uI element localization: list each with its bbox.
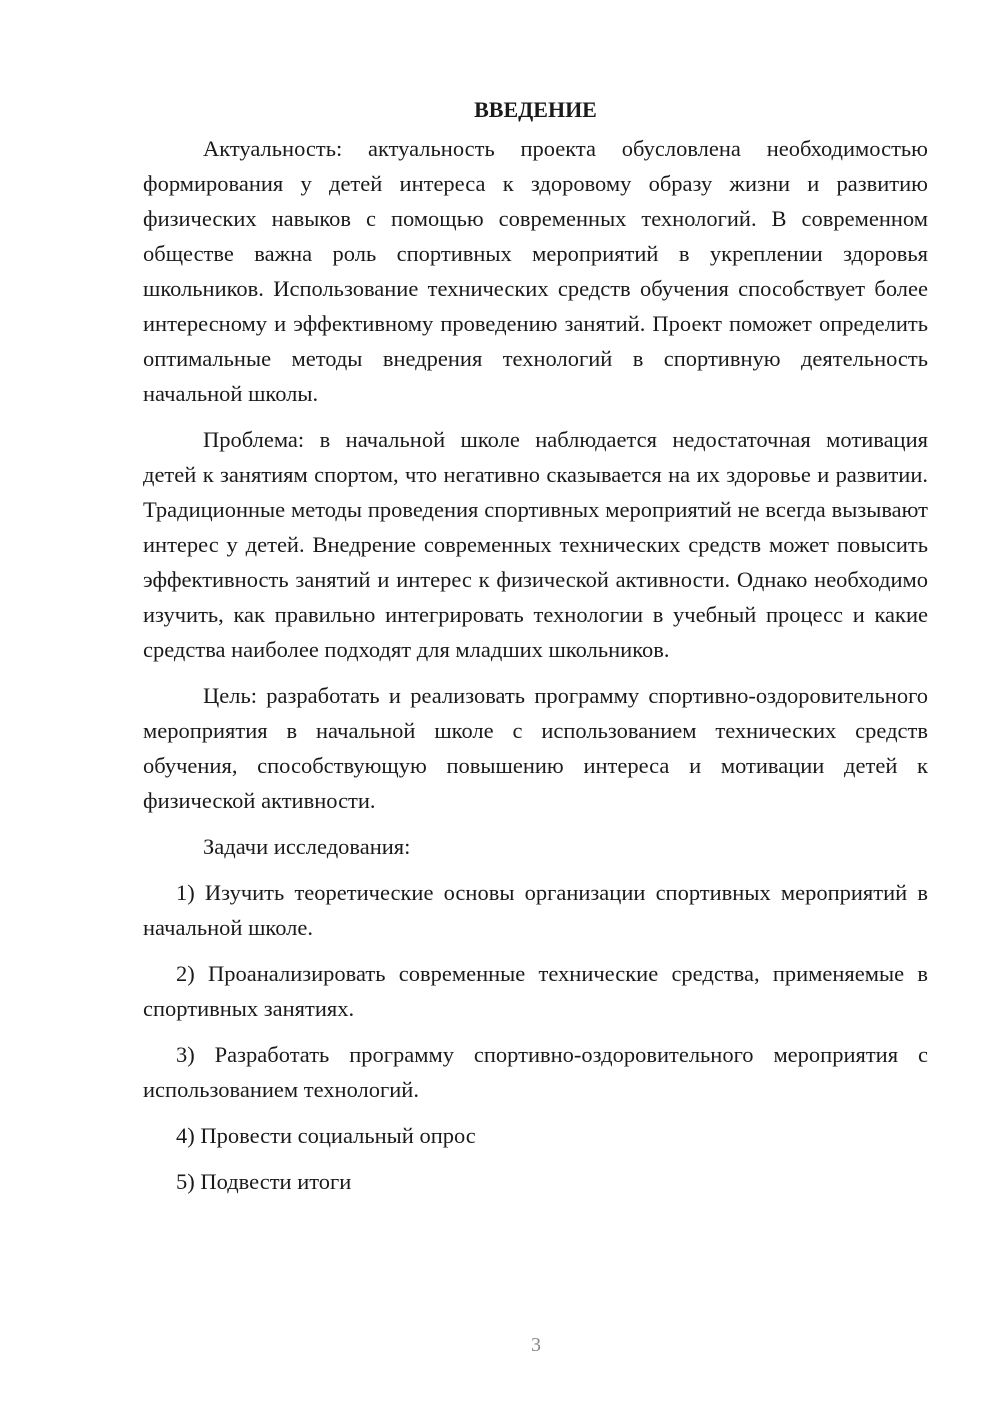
task-item-1: 1) Изучить теоретические основы организации спортивных мероприятий в начальной школе. <box>143 880 928 940</box>
task-item-2: 2) Проанализировать современные технические средства, применяемые в спортивных занятиях. <box>143 961 928 1021</box>
task-item-3: 3) Разработать программу спортивно-оздоровительного мероприятия с использованием технологий. <box>143 1042 928 1102</box>
page-title: ВВЕДЕНИЕ <box>474 97 597 122</box>
task-item-4: 4) Провести социальный опрос <box>176 1123 476 1148</box>
document-body <box>143 92 928 1210</box>
paragraph-problem: Проблема: в начальной школе наблюдается недостаточная мотивация детей к занятиям спортом, что негативно сказывается на их здоровье и развитии. Традиционные методы проведения спортивных мероприятий не всегда вызывают интерес у детей. Внедрение современных технических средств может повысить эффективность занятий и интерес к физической активности. Однако необходимо изучить, как правильно интегрировать технологии в учебный процесс и какие средства наиболее подходят для младших школьников. <box>143 427 928 662</box>
paragraph-relevance: Актуальность: актуальность проекта обусловлена необходимостью формирования у детей интереса к здоровому образу жизни и развитию физических навыков с помощью современных технологий. В современном обществе важна роль спортивных мероприятий в укреплении здоровья школьников. Использование технических средств обучения способствует более интересному и эффективному проведению занятий. Проект поможет определить оптимальные методы внедрения технологий в спортивную деятельность начальной школы. <box>143 136 928 406</box>
task-item-5: 5) Подвести итоги <box>176 1169 352 1194</box>
paragraph-goal: Цель: разработать и реализовать программу спортивно-оздоровительного мероприятия в начальной школе с использованием технических средств обучения, способствующую повышению интереса и мотивации детей к физической активности. <box>143 683 928 813</box>
page-number: 3 <box>531 1334 541 1356</box>
tasks-heading: Задачи исследования: <box>203 834 411 859</box>
